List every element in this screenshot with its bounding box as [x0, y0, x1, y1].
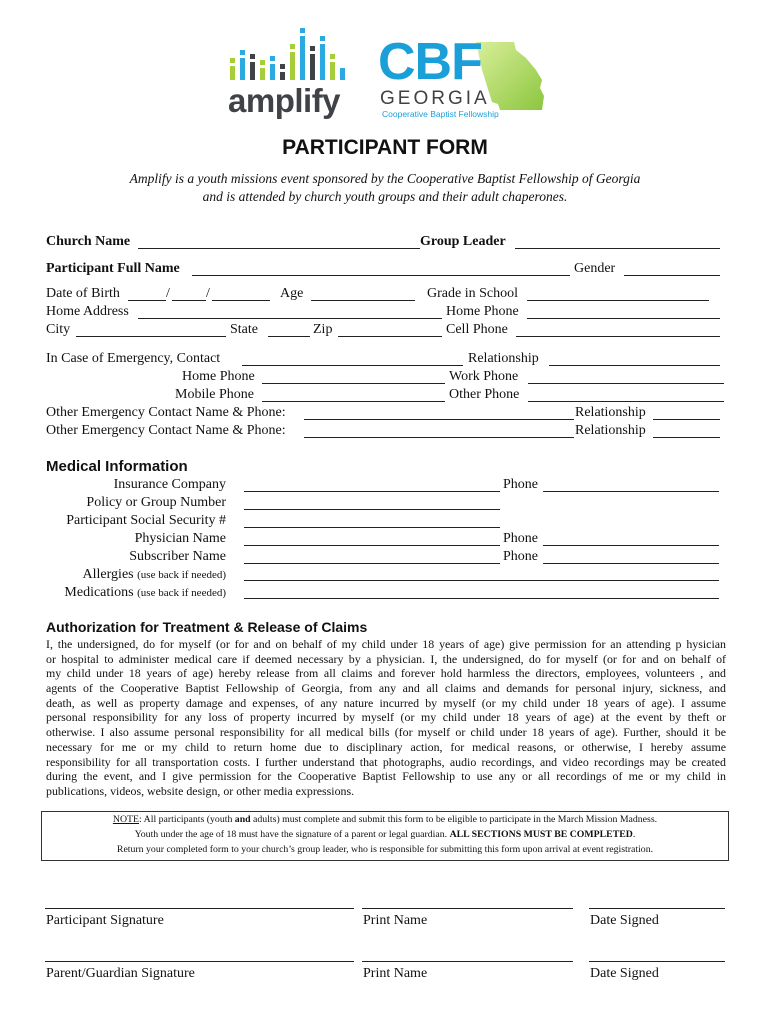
auth-line: during the event, and I give permission for the Cooperative Baptist Fellowship to use any or all recordings of me or my child in	[46, 769, 726, 784]
participant-signature-label: Participant Signature	[46, 913, 164, 928]
auth-line: responsibility for all transportation costs. I further understand that photographs, audio recordings, and video recordings may be created	[46, 754, 726, 769]
relationship-2-label: Relationship	[575, 423, 646, 438]
physician-phone-field[interactable]	[543, 545, 719, 546]
allergies-text: Allergies	[82, 567, 134, 582]
medical-heading: Medical Information	[46, 458, 188, 475]
auth-line: personal responsibility for any loss of property incurred by myself (or my child under 18 years of age) at the event by theft or	[46, 710, 726, 725]
mobile-phone-label: Mobile Phone	[175, 387, 254, 402]
other-phone-label: Other Phone	[449, 387, 520, 402]
participant-name-field[interactable]	[192, 275, 570, 276]
note-emphasis: ALL SECTIONS MUST BE COMPLETED	[449, 829, 633, 840]
note-text: : All participants (youth	[139, 814, 235, 825]
medications-note: (use back if needed)	[137, 587, 226, 599]
other-phone-field[interactable]	[528, 401, 724, 402]
other-contact-2-label: Other Emergency Contact Name & Phone:	[46, 423, 286, 438]
dob-month-field[interactable]	[128, 300, 166, 301]
date-signed-label-2: Date Signed	[590, 966, 659, 981]
medications-text: Medications	[64, 585, 134, 600]
auth-line: death, as well as property damage and expenses, of any nature incurred by myself (or my child under 18 years of age). I assume	[46, 695, 726, 710]
group-leader-label: Group Leader	[420, 234, 506, 249]
note-box	[41, 811, 729, 861]
grade-label: Grade in School	[427, 286, 518, 301]
participant-signature-field[interactable]	[45, 908, 354, 909]
note-text: adults) must complete and submit this form to be eligible to participate in the March Mission Madness.	[250, 814, 658, 825]
age-field[interactable]	[311, 300, 415, 301]
grade-field[interactable]	[527, 300, 709, 301]
form-title: PARTICIPANT FORM	[282, 136, 488, 159]
dob-label: Date of Birth	[46, 286, 120, 301]
cbf-logo-text: CBF	[378, 33, 482, 91]
auth-line: my child under 18 years of age) hereby release from all claims and forever hold harmless the directors, employees, volunteers , and	[46, 666, 726, 681]
mobile-phone-field[interactable]	[262, 401, 445, 402]
other-contact-2-field[interactable]	[304, 437, 574, 438]
ssn-label: Participant Social Security #	[66, 513, 226, 528]
insurance-field[interactable]	[244, 491, 500, 492]
age-label: Age	[280, 286, 304, 301]
allergies-note: (use back if needed)	[137, 569, 226, 581]
subscriber-phone-label: Phone	[503, 549, 538, 564]
state-label: State	[230, 322, 258, 337]
dob-slash-2: /	[206, 286, 210, 301]
relationship-1-field[interactable]	[653, 419, 720, 420]
work-phone-label: Work Phone	[449, 369, 519, 384]
note-line-2	[42, 827, 728, 842]
subscriber-label: Subscriber Name	[129, 549, 226, 564]
intro-line-2: and is attended by church youth groups and their adult chaperones.	[202, 189, 568, 204]
cbf-georgia-text: GEORGIA	[380, 88, 490, 109]
cell-phone-label: Cell Phone	[446, 322, 508, 337]
note-line-1	[42, 812, 728, 827]
amplify-logo-text: amplify	[228, 82, 341, 119]
auth-line: otherwise. I also assume personal responsibility for all medical bills (for myself or child under 18 years of age). Further, should it be	[46, 725, 726, 740]
authorization-text	[46, 637, 726, 799]
insurance-phone-label: Phone	[503, 477, 538, 492]
insurance-phone-field[interactable]	[543, 491, 719, 492]
parent-print-name-field[interactable]	[362, 961, 573, 962]
subscriber-field[interactable]	[244, 563, 500, 564]
intro-line-1: Amplify is a youth missions event sponsored by the Cooperative Baptist Fellowship of Georgia	[129, 171, 641, 186]
zip-field[interactable]	[338, 336, 442, 337]
home-address-label: Home Address	[46, 304, 129, 319]
note-text: .	[632, 829, 636, 840]
note-text: Youth under the age of 18 must have the signature of a parent or legal guardian.	[134, 829, 450, 840]
allergies-field[interactable]	[244, 580, 719, 581]
print-name-label-2: Print Name	[363, 966, 428, 981]
date-signed-label-1: Date Signed	[590, 913, 659, 928]
note-line-3: Return your completed form to your church’s group leader, who is responsible for submitting this form upon arrival at event registration.	[116, 844, 654, 855]
medications-label	[64, 585, 226, 601]
policy-field[interactable]	[244, 509, 500, 510]
auth-line: necessary for me or my child to return home due to disciplinary action, for medical reasons, or otherwise, I hereby assume	[46, 739, 726, 754]
other-contact-1-field[interactable]	[304, 419, 574, 420]
city-label: City	[46, 322, 71, 337]
zip-label: Zip	[313, 322, 333, 337]
ssn-field[interactable]	[244, 527, 500, 528]
dob-day-field[interactable]	[172, 300, 206, 301]
amplify-logo-bars	[228, 28, 346, 84]
parent-signature-label: Parent/Guardian Signature	[46, 966, 195, 981]
physician-label: Physician Name	[134, 531, 226, 546]
state-field[interactable]	[268, 336, 310, 337]
insurance-label: Insurance Company	[113, 477, 226, 492]
physician-phone-label: Phone	[503, 531, 538, 546]
parent-signature-field[interactable]	[45, 961, 354, 962]
note-and: and	[234, 814, 251, 825]
home-phone-label: Home Phone	[446, 304, 519, 319]
note-label: NOTE	[112, 814, 140, 825]
print-name-label-1: Print Name	[363, 913, 428, 928]
home-address-field[interactable]	[138, 318, 442, 319]
other-contact-1-label: Other Emergency Contact Name & Phone:	[46, 405, 286, 420]
medications-field[interactable]	[244, 598, 719, 599]
auth-line: I, the undersigned, do for myself (or for and on behalf of my child under 18 years of age) give permission for an attending p hysician	[46, 637, 726, 651]
participant-name-label: Participant Full Name	[46, 261, 180, 276]
cell-phone-field[interactable]	[516, 336, 720, 337]
emergency-contact-field[interactable]	[242, 365, 463, 366]
gender-field[interactable]	[624, 275, 720, 276]
church-name-field[interactable]	[138, 248, 420, 249]
allergies-label	[83, 567, 226, 583]
work-phone-field[interactable]	[528, 383, 724, 384]
emergency-home-phone-field[interactable]	[262, 383, 445, 384]
auth-line: or hospital to administer medical care if deemed necessary by a physician. I, the undersigned, do for myself (or for and on behalf of	[46, 651, 726, 666]
cbf-tagline: Cooperative Baptist Fellowship	[382, 109, 499, 119]
auth-line: publications, videos, website design, or other media expressions.	[46, 783, 355, 798]
group-leader-field[interactable]	[515, 248, 720, 249]
church-name-label: Church Name	[46, 234, 131, 249]
dob-slash-1: /	[166, 286, 170, 301]
authorization-heading: Authorization for Treatment & Release of Claims	[46, 619, 368, 635]
participant-date-field[interactable]	[589, 908, 725, 909]
physician-field[interactable]	[244, 545, 500, 546]
emergency-home-phone-label: Home Phone	[182, 369, 255, 384]
policy-label: Policy or Group Number	[86, 495, 226, 510]
emergency-relationship-label: Relationship	[468, 351, 539, 366]
emergency-contact-label: In Case of Emergency, Contact	[46, 351, 221, 366]
dob-year-field[interactable]	[212, 300, 270, 301]
auth-line: agents of the Cooperative Baptist Fellowship of Georgia, from any and all claims and demands for personal injury, sickness, and	[46, 681, 726, 696]
relationship-1-label: Relationship	[575, 405, 646, 420]
city-field[interactable]	[76, 336, 226, 337]
subscriber-phone-field[interactable]	[543, 563, 719, 564]
gender-label: Gender	[574, 261, 616, 276]
relationship-2-field[interactable]	[653, 437, 720, 438]
parent-date-field[interactable]	[589, 961, 725, 962]
emergency-relationship-field[interactable]	[549, 365, 720, 366]
home-phone-field[interactable]	[527, 318, 720, 319]
participant-print-name-field[interactable]	[362, 908, 573, 909]
